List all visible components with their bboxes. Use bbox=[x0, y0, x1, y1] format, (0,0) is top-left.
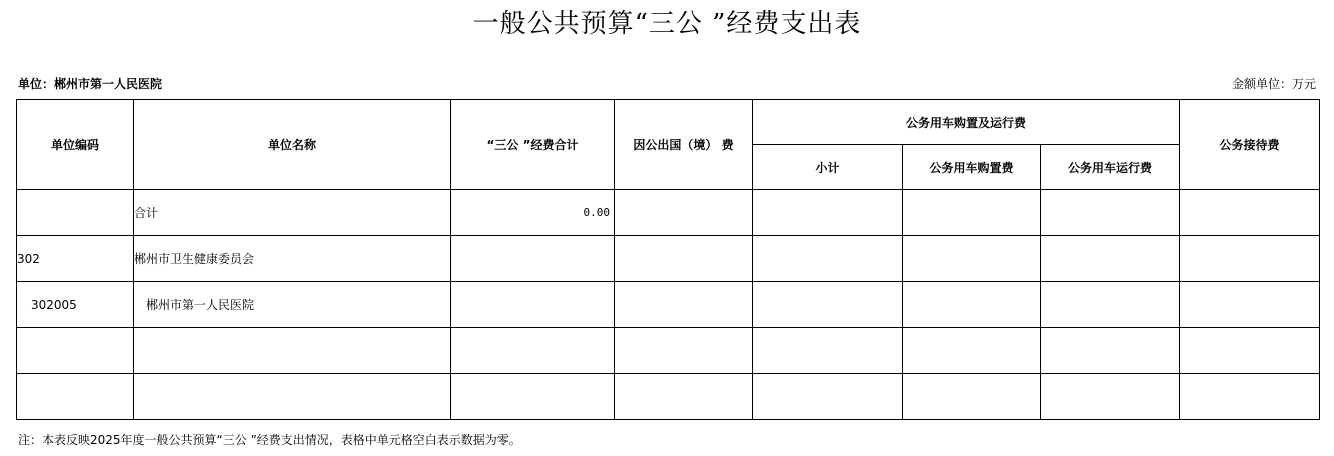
cell-vehicle-purchase bbox=[903, 328, 1041, 374]
cell-vehicle-subtotal bbox=[753, 236, 903, 282]
header-unit-name: 单位名称 bbox=[134, 100, 451, 190]
cell-name bbox=[134, 328, 451, 374]
cell-vehicle-operation bbox=[1041, 236, 1180, 282]
cell-name: 合计 bbox=[134, 190, 451, 236]
header-row-top bbox=[17, 100, 1320, 145]
cell-name: 郴州市卫生健康委员会 bbox=[134, 236, 451, 282]
cell-vehicle-purchase bbox=[903, 374, 1041, 420]
cell-overseas bbox=[615, 328, 753, 374]
header-unit-code: 单位编码 bbox=[17, 100, 134, 190]
cell-name: 郴州市第一人民医院 bbox=[134, 282, 451, 328]
footnote: 注：本表反映2025年度一般公共预算“三公 ”经费支出情况，表格中单元格空白表示数据为零。 bbox=[18, 433, 521, 447]
cell-sangong-total bbox=[451, 328, 615, 374]
cell-vehicle-operation bbox=[1041, 282, 1180, 328]
cell-name bbox=[134, 374, 451, 420]
cell-code: 302 bbox=[17, 236, 134, 282]
cell-code bbox=[17, 374, 134, 420]
cell-reception bbox=[1180, 236, 1320, 282]
cell-sangong-total bbox=[451, 282, 615, 328]
cell-sangong-total bbox=[451, 374, 615, 420]
cell-overseas bbox=[615, 282, 753, 328]
cell-vehicle-operation bbox=[1041, 374, 1180, 420]
cell-reception bbox=[1180, 374, 1320, 420]
cell-reception bbox=[1180, 328, 1320, 374]
cell-code: 302005 bbox=[17, 282, 134, 328]
cell-sangong-total bbox=[451, 236, 615, 282]
table-row-total bbox=[17, 190, 1320, 236]
page-title: 一般公共预算“三公 ”经费支出表 bbox=[472, 9, 862, 39]
table-row bbox=[17, 374, 1320, 420]
header-vehicle-subtotal: 小计 bbox=[753, 145, 903, 190]
cell-code bbox=[17, 328, 134, 374]
cell-vehicle-subtotal bbox=[753, 190, 903, 236]
cell-vehicle-subtotal bbox=[753, 328, 903, 374]
cell-reception bbox=[1180, 282, 1320, 328]
header-reception: 公务接待费 bbox=[1180, 100, 1320, 190]
cell-vehicle-operation bbox=[1041, 328, 1180, 374]
cell-overseas bbox=[615, 236, 753, 282]
cell-vehicle-purchase bbox=[903, 282, 1041, 328]
cell-code bbox=[17, 190, 134, 236]
cell-vehicle-purchase bbox=[903, 190, 1041, 236]
cell-vehicle-subtotal bbox=[753, 282, 903, 328]
cell-sangong-total: 0.00 bbox=[451, 190, 615, 236]
cell-vehicle-operation bbox=[1041, 190, 1180, 236]
cell-vehicle-subtotal bbox=[753, 374, 903, 420]
header-vehicle-group: 公务用车购置及运行费 bbox=[753, 100, 1180, 145]
unit-label: 单位：郴州市第一人民医院 bbox=[18, 77, 163, 91]
table-row bbox=[17, 236, 1320, 282]
sangong-expense-table bbox=[16, 99, 1320, 420]
cell-vehicle-purchase bbox=[903, 236, 1041, 282]
cell-reception bbox=[1180, 190, 1320, 236]
header-overseas: 因公出国（境） 费 bbox=[615, 100, 753, 190]
header-sangong-total: “三公 ”经费合计 bbox=[451, 100, 615, 190]
header-vehicle-purchase: 公务用车购置费 bbox=[903, 145, 1041, 190]
cell-overseas bbox=[615, 374, 753, 420]
header-vehicle-operation: 公务用车运行费 bbox=[1041, 145, 1180, 190]
table-row bbox=[17, 328, 1320, 374]
cell-overseas bbox=[615, 190, 753, 236]
amount-unit-label: 金额单位：万元 bbox=[1231, 77, 1316, 91]
table-row bbox=[17, 282, 1320, 328]
